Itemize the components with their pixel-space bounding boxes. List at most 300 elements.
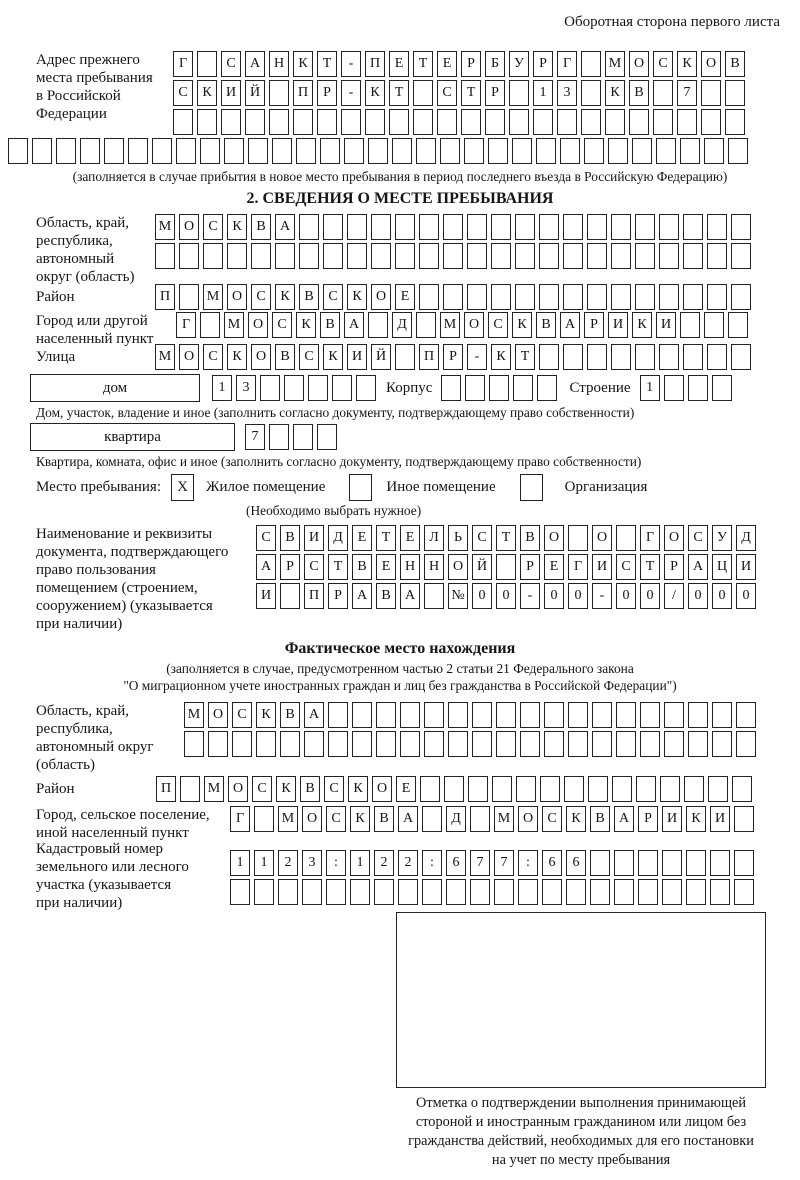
char-cell: Д	[446, 806, 466, 832]
char-cell: С	[324, 776, 344, 802]
stamp-caption-line: на учет по месту пребывания	[491, 1152, 671, 1168]
char-cell	[635, 284, 655, 310]
char-cell: А	[304, 702, 324, 728]
char-cell: Ц	[712, 554, 732, 580]
char-cell	[564, 776, 584, 802]
char-cell	[605, 109, 625, 135]
char-cell: С	[203, 214, 223, 240]
char-cell	[539, 344, 559, 370]
char-cell: Е	[376, 554, 396, 580]
char-cell	[612, 776, 632, 802]
char-cell	[395, 344, 415, 370]
char-cell	[664, 702, 684, 728]
char-cell: О	[302, 806, 322, 832]
char-cell: К	[256, 702, 276, 728]
char-cell: Й	[371, 344, 391, 370]
char-cell	[704, 312, 724, 338]
char-cell	[444, 776, 464, 802]
char-cell: Н	[424, 554, 444, 580]
char-cell	[734, 850, 754, 876]
char-cell	[464, 138, 484, 164]
char-cell	[461, 109, 481, 135]
char-cell: Р	[328, 583, 348, 609]
char-cell: С	[232, 702, 252, 728]
factual-gorod-label	[8, 806, 230, 842]
char-cell	[616, 731, 636, 757]
raion-group	[8, 284, 792, 310]
char-cell	[104, 138, 124, 164]
char-cell	[544, 731, 564, 757]
char-cell: Й	[245, 80, 265, 106]
char-cell	[155, 243, 175, 269]
char-cell	[341, 109, 361, 135]
factual-title: Фактическое место нахождения	[284, 640, 516, 657]
char-cell: 3	[557, 80, 577, 106]
doc-label	[8, 525, 256, 633]
char-cell	[659, 284, 679, 310]
char-cell	[520, 731, 540, 757]
char-cell	[491, 284, 511, 310]
char-cell: Е	[400, 525, 420, 551]
char-cell	[707, 284, 727, 310]
char-cell	[707, 214, 727, 240]
char-cell	[659, 344, 679, 370]
char-cell: Ь	[448, 525, 468, 551]
char-cell	[200, 138, 220, 164]
char-cell	[611, 214, 631, 240]
char-cell	[635, 214, 655, 240]
char-cell	[376, 702, 396, 728]
char-cell	[467, 214, 487, 240]
char-cell	[539, 284, 559, 310]
char-cell	[437, 109, 457, 135]
checkbox-organizatsiya	[520, 474, 543, 501]
char-cell: 1	[212, 375, 232, 401]
char-cell: Т	[389, 80, 409, 106]
prev-address-row-3	[173, 109, 745, 135]
char-cell: М	[155, 214, 175, 240]
doc-row-1	[256, 525, 756, 551]
char-cell	[611, 344, 631, 370]
char-cell: -	[592, 583, 612, 609]
char-cell: С	[488, 312, 508, 338]
stamp-box	[396, 912, 766, 1088]
char-cell	[659, 214, 679, 240]
char-cell: 2	[278, 850, 298, 876]
char-cell	[537, 375, 557, 401]
char-cell	[496, 731, 516, 757]
stamp-area	[396, 912, 766, 1170]
char-cell	[317, 424, 337, 450]
char-cell: В	[280, 525, 300, 551]
char-cell	[725, 109, 745, 135]
char-cell	[563, 243, 583, 269]
char-cell	[180, 776, 200, 802]
option-organizatsiya-label: Организация	[564, 479, 648, 495]
char-cell	[568, 702, 588, 728]
char-cell: В	[536, 312, 556, 338]
char-cell	[587, 344, 607, 370]
char-cell	[302, 879, 322, 905]
gorod-label	[8, 312, 176, 348]
dom-note: Дом, участок, владение и иное (заполнить согласно документу, подтверждающему право собственности)	[36, 405, 635, 420]
prev-address-label	[8, 51, 173, 123]
prev-address-row-1	[173, 51, 745, 77]
char-cell	[419, 214, 439, 240]
char-cell: П	[156, 776, 176, 802]
char-cell: С	[251, 284, 271, 310]
char-cell: 3	[236, 375, 256, 401]
factual-oblast-label-line: (область)	[36, 757, 95, 773]
char-cell: 3	[302, 850, 322, 876]
char-cell	[468, 776, 488, 802]
char-cell	[347, 243, 367, 269]
char-cell	[664, 375, 684, 401]
doc-label-line: право пользования	[36, 562, 156, 578]
char-cell: Г	[176, 312, 196, 338]
char-cell: -	[341, 80, 361, 106]
char-cell: 0	[688, 583, 708, 609]
char-cell: С	[221, 51, 241, 77]
char-cell	[544, 702, 564, 728]
char-cell	[344, 138, 364, 164]
char-cell	[272, 138, 292, 164]
char-cell: И	[347, 344, 367, 370]
char-cell: И	[656, 312, 676, 338]
char-cell	[467, 243, 487, 269]
mesto-note: (Необходимо выбрать нужное)	[246, 503, 422, 518]
char-cell	[513, 375, 533, 401]
char-cell: 1	[350, 850, 370, 876]
char-cell: Г	[173, 51, 193, 77]
char-cell: Б	[485, 51, 505, 77]
char-cell	[320, 138, 340, 164]
char-cell	[590, 850, 610, 876]
char-cell	[688, 375, 708, 401]
oblast-label-line: Область, край,	[36, 215, 130, 231]
raion-row	[155, 284, 751, 310]
char-cell	[389, 109, 409, 135]
char-cell	[443, 284, 463, 310]
char-cell	[496, 702, 516, 728]
kadastr-label-line: земельного или лесного	[36, 859, 189, 875]
char-cell: 6	[566, 850, 586, 876]
char-cell	[275, 243, 295, 269]
char-cell	[224, 138, 244, 164]
factual-gorod-label-line: Город, сельское поселение,	[36, 807, 210, 823]
char-cell	[470, 806, 490, 832]
mesto-group	[36, 474, 792, 501]
char-cell	[491, 214, 511, 240]
factual-oblast-label	[8, 702, 184, 774]
char-cell	[368, 312, 388, 338]
char-cell	[560, 138, 580, 164]
char-cell: В	[629, 80, 649, 106]
factual-gorod-label-line: иной населенный пункт	[36, 825, 189, 841]
char-cell: В	[275, 344, 295, 370]
char-cell	[420, 776, 440, 802]
char-cell: К	[348, 776, 368, 802]
option-inoe-label: Иное помещение	[386, 479, 496, 495]
factual-oblast-label-line: республика,	[36, 721, 113, 737]
char-cell	[400, 731, 420, 757]
char-cell: 0	[640, 583, 660, 609]
char-cell: Н	[269, 51, 289, 77]
char-cell: О	[448, 554, 468, 580]
char-cell	[608, 138, 628, 164]
char-cell: 0	[544, 583, 564, 609]
char-cell	[269, 80, 289, 106]
char-cell	[701, 109, 721, 135]
char-cell	[611, 284, 631, 310]
kadastr-label-line: Кадастровый номер	[36, 841, 163, 857]
kadastr-label	[8, 840, 230, 912]
char-cell	[494, 879, 514, 905]
char-cell	[179, 284, 199, 310]
char-cell	[443, 243, 463, 269]
raion-label: Район	[36, 289, 75, 305]
char-cell	[614, 850, 634, 876]
char-cell: А	[275, 214, 295, 240]
char-cell: А	[688, 554, 708, 580]
char-cell: Е	[396, 776, 416, 802]
char-cell	[176, 138, 196, 164]
char-cell	[684, 776, 704, 802]
char-cell: Г	[230, 806, 250, 832]
char-cell: С	[437, 80, 457, 106]
char-cell	[542, 879, 562, 905]
gorod-label-line: населенный пункт	[36, 331, 154, 347]
char-cell: О	[372, 776, 392, 802]
char-cell: 0	[496, 583, 516, 609]
factual-raion-label: Район	[36, 781, 75, 797]
char-cell	[677, 109, 697, 135]
gorod-group	[8, 312, 792, 347]
kadastr-label-line: участка (указывается	[36, 877, 172, 893]
char-cell: С	[323, 284, 343, 310]
factual-note-line-1: (заполняется в случае, предусмотренном частью 2 статьи 21 Федерального закона	[166, 661, 634, 676]
char-cell: А	[400, 583, 420, 609]
char-cell: 0	[736, 583, 756, 609]
prev-address-row-4	[8, 138, 792, 164]
char-cell	[656, 138, 676, 164]
char-cell	[539, 243, 559, 269]
char-cell	[683, 344, 703, 370]
char-cell: Т	[317, 51, 337, 77]
char-cell	[638, 850, 658, 876]
char-cell	[707, 243, 727, 269]
char-cell: В	[300, 776, 320, 802]
char-cell	[710, 850, 730, 876]
char-cell	[317, 109, 337, 135]
char-cell	[491, 243, 511, 269]
char-cell	[616, 702, 636, 728]
char-cell: О	[179, 214, 199, 240]
char-cell: -	[520, 583, 540, 609]
prev-address-label-line: Адрес прежнего	[36, 52, 140, 68]
char-cell	[323, 243, 343, 269]
char-cell: И	[592, 554, 612, 580]
char-cell	[299, 214, 319, 240]
char-cell: М	[278, 806, 298, 832]
gorod-label-line: Город или другой	[36, 313, 148, 329]
char-cell: И	[710, 806, 730, 832]
char-cell: М	[203, 284, 223, 310]
char-cell: О	[371, 284, 391, 310]
char-cell	[539, 214, 559, 240]
char-cell	[587, 214, 607, 240]
char-cell: К	[365, 80, 385, 106]
char-cell	[688, 731, 708, 757]
doc-label-line: Наименование и реквизиты	[36, 526, 213, 542]
char-cell: С	[299, 344, 319, 370]
char-cell	[581, 80, 601, 106]
char-cell	[540, 776, 560, 802]
kvartira-note: Квартира, комната, офис и иное (заполнить согласно документу, подтверждающему право собственности)	[36, 454, 642, 469]
char-cell: Т	[328, 554, 348, 580]
stamp-caption	[396, 1094, 766, 1170]
char-cell	[563, 284, 583, 310]
stamp-caption-line: Отметка о подтверждении выполнения принимающей	[416, 1095, 746, 1111]
char-cell: 0	[616, 583, 636, 609]
char-cell: К	[293, 51, 313, 77]
factual-oblast-label-line: автономный округ	[36, 739, 154, 755]
dom-row	[212, 375, 376, 401]
doc-group	[8, 525, 792, 637]
char-cell: Д	[392, 312, 412, 338]
char-cell	[712, 702, 732, 728]
kadastr-rows	[230, 850, 754, 905]
char-cell	[424, 702, 444, 728]
char-cell	[708, 776, 728, 802]
char-cell: О	[228, 776, 248, 802]
char-cell: А	[245, 51, 265, 77]
char-cell	[184, 731, 204, 757]
char-cell: Н	[400, 554, 420, 580]
char-cell	[472, 731, 492, 757]
char-cell: Р	[584, 312, 604, 338]
char-cell	[400, 702, 420, 728]
char-cell	[419, 243, 439, 269]
char-cell: В	[376, 583, 396, 609]
char-cell	[686, 850, 706, 876]
char-cell	[592, 731, 612, 757]
char-cell: В	[352, 554, 372, 580]
char-cell	[352, 702, 372, 728]
char-cell: С	[326, 806, 346, 832]
char-cell: 0	[472, 583, 492, 609]
dom-group	[30, 374, 792, 402]
char-cell	[563, 344, 583, 370]
char-cell: Й	[472, 554, 492, 580]
char-cell	[509, 109, 529, 135]
char-cell: О	[592, 525, 612, 551]
char-cell: У	[509, 51, 529, 77]
char-cell	[416, 138, 436, 164]
char-cell: 0	[568, 583, 588, 609]
char-cell: К	[227, 344, 247, 370]
char-cell: Д	[328, 525, 348, 551]
char-cell	[280, 583, 300, 609]
char-cell	[496, 554, 516, 580]
char-cell	[350, 879, 370, 905]
char-cell: Т	[461, 80, 481, 106]
char-cell	[472, 702, 492, 728]
char-cell: И	[256, 583, 276, 609]
char-cell	[581, 51, 601, 77]
char-cell: М	[440, 312, 460, 338]
char-cell: О	[251, 344, 271, 370]
char-cell	[465, 375, 485, 401]
char-cell: К	[566, 806, 586, 832]
char-cell: 7	[470, 850, 490, 876]
factual-note-line-2: "О миграционном учете иностранных граждан и лиц без гражданства в Российской Федерации")	[123, 678, 677, 693]
char-cell: А	[256, 554, 276, 580]
doc-row-2	[256, 554, 756, 580]
char-cell: А	[344, 312, 364, 338]
char-cell	[536, 138, 556, 164]
factual-raion-group	[8, 776, 792, 802]
char-cell: О	[629, 51, 649, 77]
oblast-row-1	[155, 214, 751, 240]
char-cell	[683, 243, 703, 269]
char-cell: 2	[374, 850, 394, 876]
char-cell: К	[605, 80, 625, 106]
char-cell: Р	[533, 51, 553, 77]
char-cell	[492, 776, 512, 802]
char-cell	[347, 214, 367, 240]
char-cell: 0	[712, 583, 732, 609]
char-cell: 1	[230, 850, 250, 876]
char-cell	[611, 243, 631, 269]
char-cell	[731, 214, 751, 240]
char-cell: С	[256, 525, 276, 551]
dom-box: дом	[30, 374, 200, 402]
char-cell: В	[725, 51, 745, 77]
char-cell	[587, 243, 607, 269]
oblast-group	[8, 214, 792, 284]
char-cell: А	[614, 806, 634, 832]
char-cell	[8, 138, 28, 164]
char-cell	[664, 731, 684, 757]
char-cell: В	[520, 525, 540, 551]
char-cell	[245, 109, 265, 135]
prev-address-rows	[173, 51, 745, 135]
char-cell: Д	[736, 525, 756, 551]
char-cell: А	[560, 312, 580, 338]
char-cell: Р	[280, 554, 300, 580]
char-cell	[254, 806, 274, 832]
doc-label-line: помещением (строением,	[36, 580, 198, 596]
char-cell: С	[203, 344, 223, 370]
char-cell: О	[179, 344, 199, 370]
char-cell: :	[326, 850, 346, 876]
char-cell	[304, 731, 324, 757]
ulitsa-label: Улица	[36, 349, 76, 365]
char-cell	[197, 109, 217, 135]
char-cell: Л	[424, 525, 444, 551]
char-cell: Т	[413, 51, 433, 77]
oblast-label	[8, 214, 155, 286]
char-cell: Г	[568, 554, 588, 580]
char-cell	[662, 879, 682, 905]
char-cell	[395, 214, 415, 240]
char-cell	[686, 879, 706, 905]
char-cell	[371, 214, 391, 240]
char-cell: Е	[389, 51, 409, 77]
char-cell	[446, 879, 466, 905]
stamp-caption-line: гражданства действий, необходимых для его постановки	[408, 1133, 754, 1149]
